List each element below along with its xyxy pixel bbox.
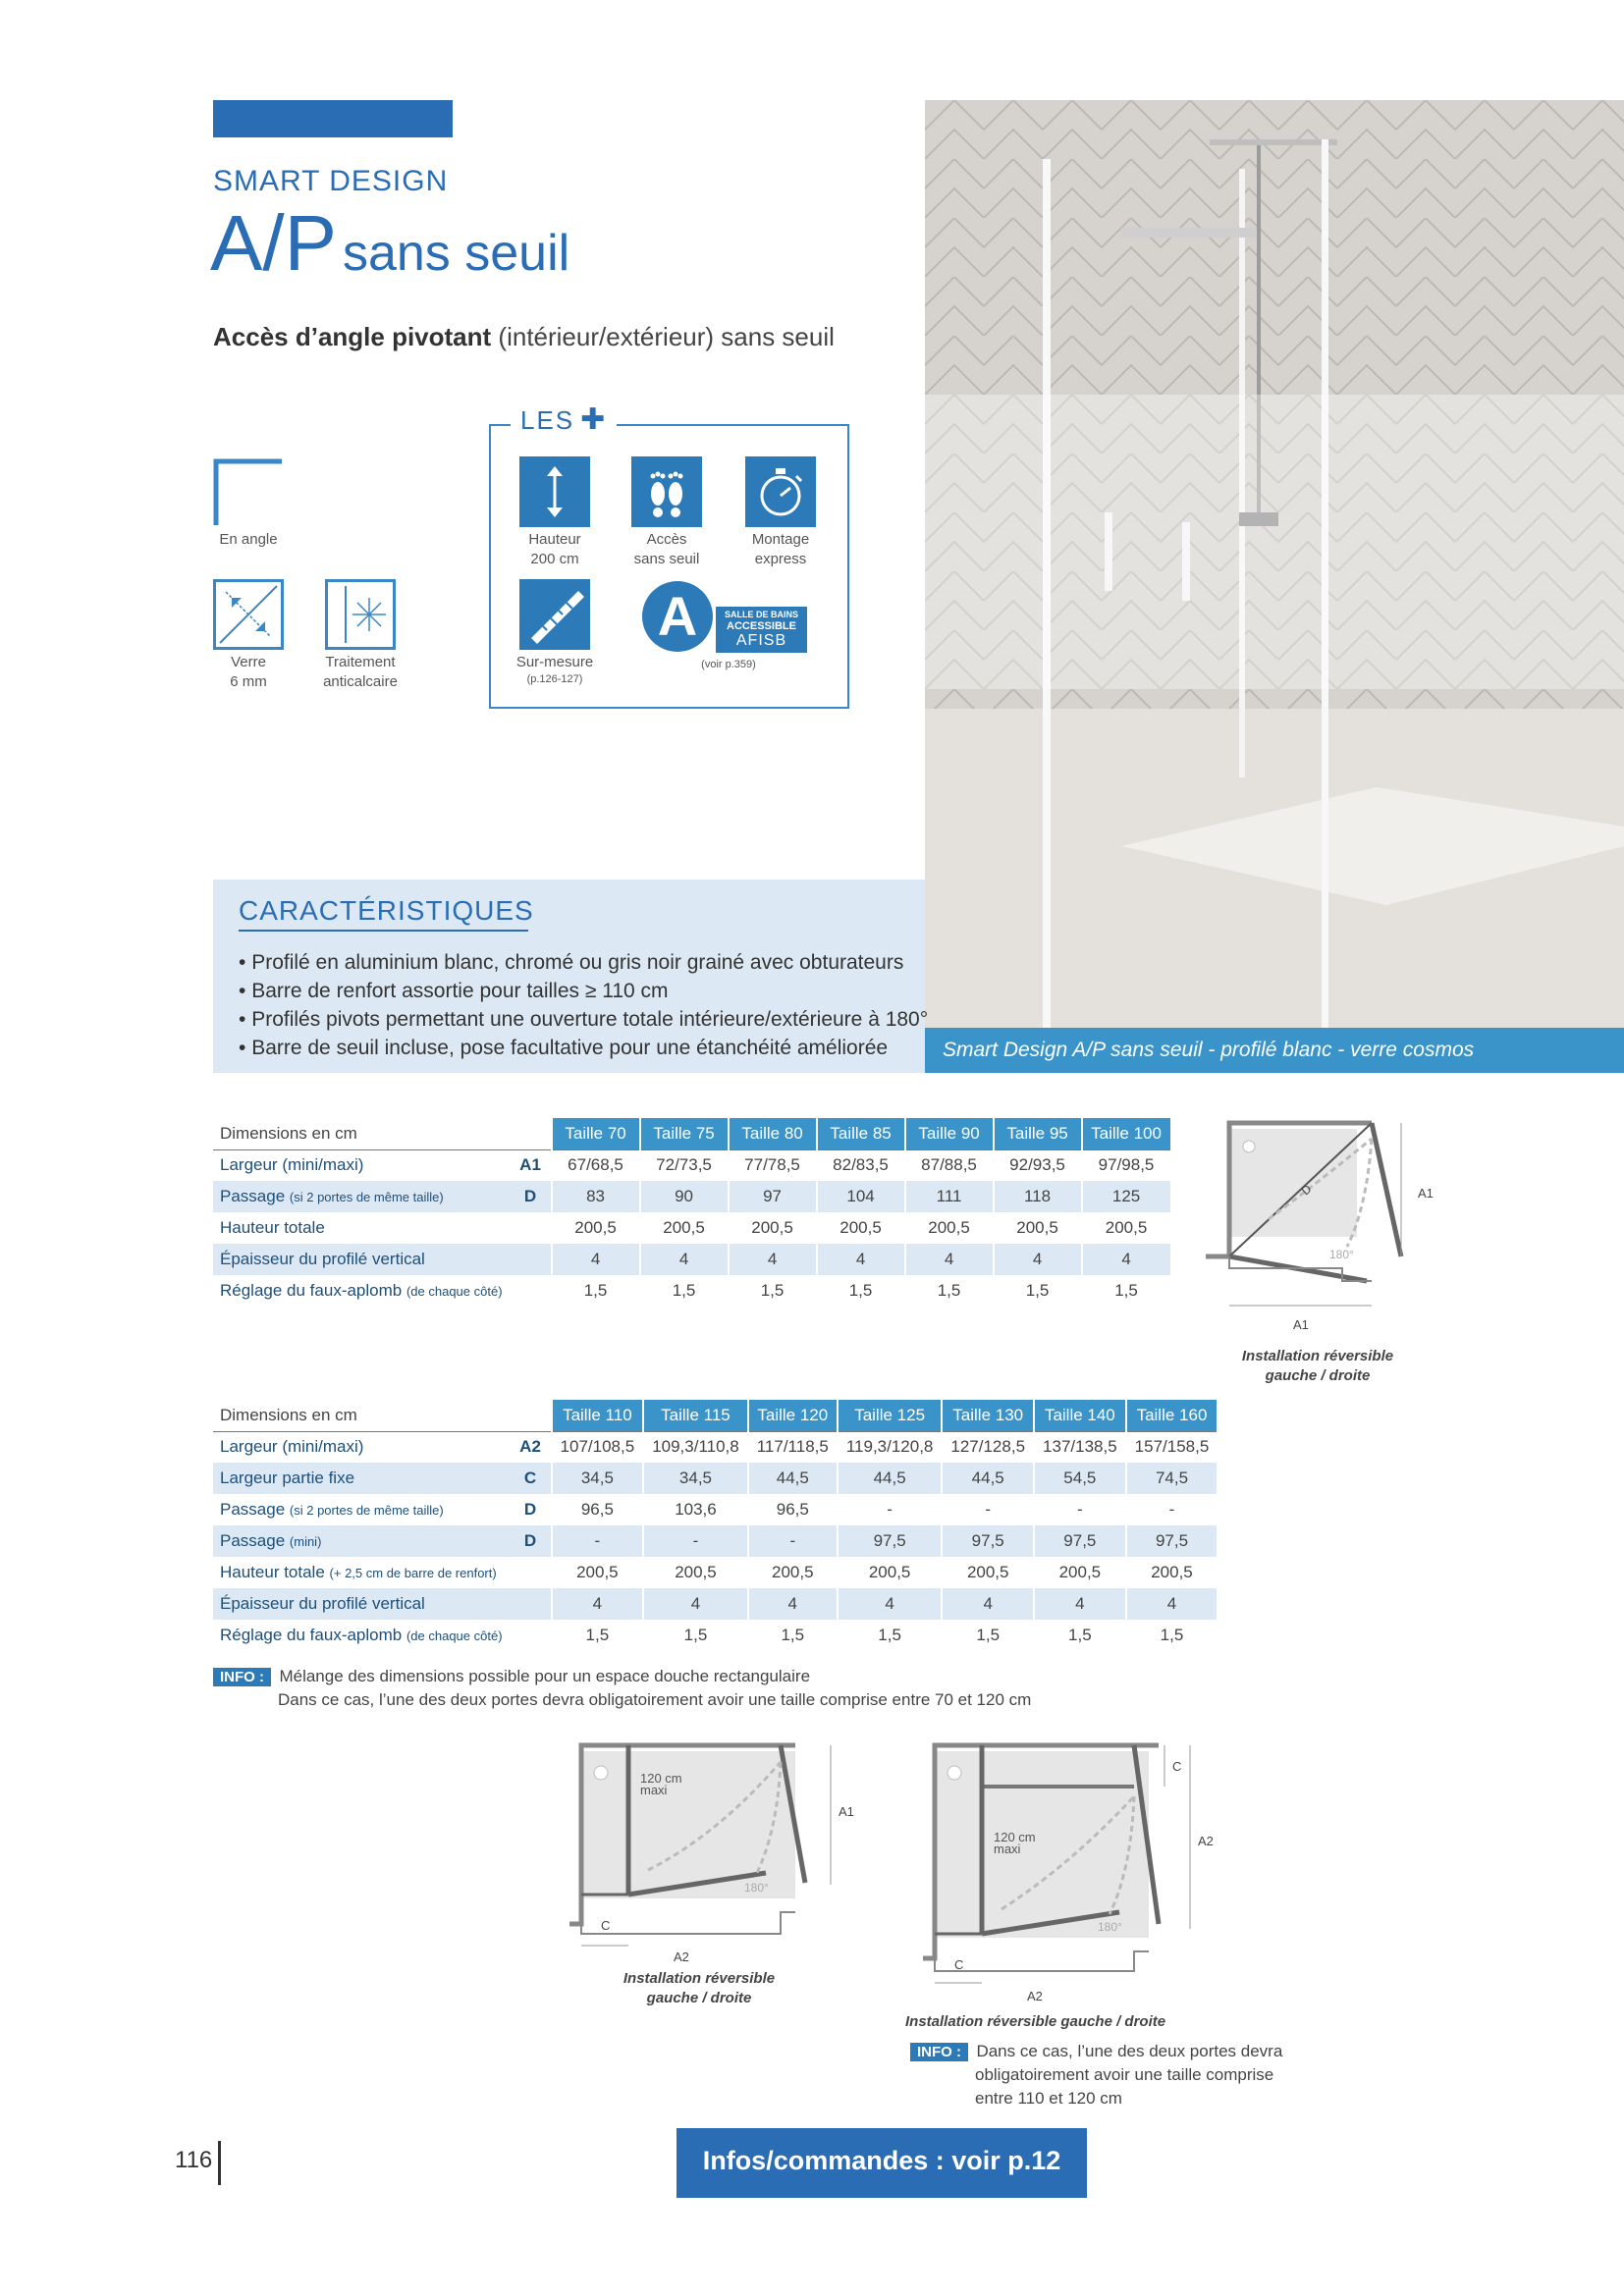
surmesure-line2: (p.126-127) [526, 673, 583, 685]
verre-line1: Verre [231, 654, 266, 670]
cell: 125 [1082, 1181, 1170, 1212]
info-line2: obligatoirement avoir une taille comprise [975, 2065, 1274, 2084]
caracteristiques-title: CARACTÉRISTIQUES [239, 895, 534, 926]
info-line1: Mélange des dimensions possible pour un espace douche rectangulaire [279, 1667, 811, 1685]
diagram3-caption: Installation réversible gauche / droite [905, 2013, 1166, 2030]
info-badge: INFO : [910, 2043, 968, 2061]
info-note-1 [213, 1665, 810, 1688]
row-code: D [511, 1181, 552, 1212]
table-row [213, 1557, 1217, 1588]
traitement-line1: Traitement [325, 654, 396, 670]
cell: 72/73,5 [640, 1149, 729, 1181]
cell: 1,5 [552, 1620, 644, 1651]
cell: 4 [838, 1588, 943, 1620]
cell: 200,5 [817, 1212, 905, 1244]
cell: 4 [905, 1244, 994, 1275]
cell: 1,5 [552, 1275, 640, 1307]
dimensions-table-2 [213, 1400, 1217, 1651]
cell: 4 [1126, 1588, 1218, 1620]
subtitle-rest: (intérieur/extérieur) sans seuil [498, 322, 835, 351]
afisb-ref: (voir p.359) [701, 659, 756, 670]
cell: 4 [640, 1244, 729, 1275]
label-angle: 180° [1329, 1248, 1354, 1261]
diagram2-caption [601, 1969, 797, 2008]
cell: 97,5 [1126, 1525, 1218, 1557]
info-line3: entre 110 et 120 cm [975, 2089, 1122, 2108]
caracteristiques-list [239, 948, 928, 1062]
cell: 118 [994, 1181, 1082, 1212]
afisb-logo-text [716, 607, 807, 653]
carac-item: • Barre de seuil incluse, pose facultative pour une étanchéité améliorée [239, 1034, 928, 1062]
row-code: D [511, 1494, 552, 1525]
cell: - [838, 1494, 943, 1525]
cell: 87/88,5 [905, 1149, 994, 1181]
cell: 200,5 [1034, 1557, 1126, 1588]
label-c: C [601, 1918, 611, 1933]
cell: 200,5 [838, 1557, 943, 1588]
acces-line1: Accès [646, 531, 687, 548]
row-label: Réglage du faux-aplomb (de chaque côté) [220, 1281, 503, 1300]
afisb-line2: ACCESSIBLE [727, 620, 796, 632]
row-code: A1 [511, 1149, 552, 1181]
row-label: Réglage du faux-aplomb (de chaque côté) [220, 1626, 503, 1644]
cell: 111 [905, 1181, 994, 1212]
cell: 96,5 [552, 1494, 644, 1525]
size-header: Taille 110 [552, 1400, 644, 1431]
size-header: Taille 140 [1034, 1400, 1126, 1431]
caracteristiques-underline [239, 930, 528, 932]
page-title [210, 199, 570, 287]
row-label: Épaisseur du profilé vertical [213, 1244, 511, 1275]
cell: 4 [1082, 1244, 1170, 1275]
size-header: Taille 160 [1126, 1400, 1218, 1431]
label-a2: A2 [1027, 1989, 1043, 2003]
cell: - [1034, 1494, 1126, 1525]
feature-label-angle: En angle [219, 531, 278, 548]
info-note-2 [910, 2040, 1282, 2063]
installation-diagram-3 [913, 1737, 1227, 2007]
cell: - [1126, 1494, 1218, 1525]
title-main: A/P [210, 199, 337, 287]
cell: 83 [552, 1181, 640, 1212]
cell: 82/83,5 [817, 1149, 905, 1181]
carac-item: • Barre de renfort assortie pour tailles ≥ 110 cm [239, 977, 928, 1005]
cell: 200,5 [1126, 1557, 1218, 1588]
les-label-hauteur [506, 530, 604, 569]
size-header: Taille 75 [640, 1118, 729, 1149]
cell: 1,5 [994, 1275, 1082, 1307]
page-number: 116 [175, 2147, 213, 2173]
caption-line1: Installation réversible [623, 1970, 776, 1987]
height-icon [519, 456, 590, 527]
cell: - [748, 1525, 838, 1557]
stopwatch-icon [745, 456, 816, 527]
cell: - [643, 1525, 748, 1557]
ruler-icon [519, 579, 590, 650]
cell: 1,5 [643, 1620, 748, 1651]
label-d: D [1298, 1182, 1315, 1199]
cell: 44,5 [748, 1463, 838, 1494]
cell: 97/98,5 [1082, 1149, 1170, 1181]
les-label-surmesure [496, 653, 614, 686]
row-code: D [511, 1525, 552, 1557]
subtitle-bold: Accès d’angle pivotant [213, 322, 492, 351]
cell: 97,5 [838, 1525, 943, 1557]
table-row [213, 1525, 1217, 1557]
row-code [511, 1244, 552, 1275]
row-code: A2 [511, 1431, 552, 1463]
cell: 1,5 [729, 1275, 817, 1307]
table-row [213, 1149, 1170, 1181]
cell: 1,5 [1126, 1620, 1218, 1651]
cell: 1,5 [1034, 1620, 1126, 1651]
cell: 200,5 [748, 1557, 838, 1588]
size-header: Taille 115 [643, 1400, 748, 1431]
table-row [213, 1244, 1170, 1275]
feature-label-traitement [310, 653, 410, 692]
cell: 74,5 [1126, 1463, 1218, 1494]
table2-header: Dimensions en cm [213, 1400, 552, 1431]
plus-icon: ✚ [580, 403, 608, 436]
size-header: Taille 85 [817, 1118, 905, 1149]
cell: 4 [994, 1244, 1082, 1275]
cell: 117/118,5 [748, 1431, 838, 1463]
hauteur-line1: Hauteur [528, 531, 581, 548]
page-subtitle [213, 322, 835, 352]
dimensions-table-1 [213, 1118, 1170, 1307]
cell: 200,5 [552, 1557, 644, 1588]
diagram1-caption [1200, 1347, 1435, 1386]
montage-line1: Montage [751, 531, 810, 548]
acces-line2: sans seuil [633, 551, 700, 567]
glass-icon [213, 579, 284, 650]
installation-diagram-2 [560, 1737, 874, 1963]
caption-line2: gauche / droite [646, 1990, 752, 2006]
size-header: Taille 95 [994, 1118, 1082, 1149]
table-row [213, 1588, 1217, 1620]
label-c-top: C [1172, 1759, 1182, 1774]
row-label: Hauteur totale (+ 2,5 cm de barre de renfort) [220, 1563, 497, 1581]
cell: 4 [552, 1588, 644, 1620]
row-label: Passage (si 2 portes de même taille) [220, 1500, 444, 1519]
info-line2: Dans ce cas, l’une des deux portes devra obligatoirement avoir une taille comprise entre 70 et 120 cm [278, 1690, 1032, 1709]
label-c: C [954, 1957, 964, 1972]
cell: 109,3/110,8 [643, 1431, 748, 1463]
cell: 200,5 [729, 1212, 817, 1244]
verre-line2: 6 mm [230, 673, 267, 690]
footprints-icon [631, 456, 702, 527]
cell: 119,3/120,8 [838, 1431, 943, 1463]
montage-line2: express [754, 551, 807, 567]
cell: 103,6 [643, 1494, 748, 1525]
table-row [213, 1431, 1217, 1463]
cell: 77/78,5 [729, 1149, 817, 1181]
table1-header: Dimensions en cm [213, 1118, 552, 1149]
cell: 200,5 [1082, 1212, 1170, 1244]
cell: 4 [643, 1588, 748, 1620]
infos-commandes-button[interactable]: Infos/commandes : voir p.12 [677, 2128, 1087, 2198]
cell: 137/138,5 [1034, 1431, 1126, 1463]
cell: 200,5 [994, 1212, 1082, 1244]
size-header: Taille 70 [552, 1118, 640, 1149]
info-line1: Dans ce cas, l’une des deux portes devra [976, 2042, 1283, 2060]
row-code [511, 1588, 552, 1620]
carac-item: • Profilé en aluminium blanc, chromé ou gris noir grainé avec obturateurs [239, 948, 928, 977]
cell: 127/128,5 [942, 1431, 1034, 1463]
row-code [511, 1620, 552, 1651]
cell: 4 [942, 1588, 1034, 1620]
photo-caption: Smart Design A/P sans seuil - profilé blanc - verre cosmos [925, 1028, 1624, 1073]
size-header: Taille 90 [905, 1118, 994, 1149]
cell: 90 [640, 1181, 729, 1212]
label-a1-bottom: A1 [1293, 1317, 1309, 1332]
label-a1-right: A1 [1418, 1186, 1434, 1201]
les-plus-title [511, 402, 617, 437]
cell: - [942, 1494, 1034, 1525]
size-header: Taille 80 [729, 1118, 817, 1149]
cell: 1,5 [640, 1275, 729, 1307]
cell: 4 [1034, 1588, 1126, 1620]
label-maxi-2: maxi [994, 1842, 1021, 1856]
les-label-montage [731, 530, 830, 569]
cell: 107/108,5 [552, 1431, 644, 1463]
page-number-bar [218, 2141, 221, 2185]
cell: 104 [817, 1181, 905, 1212]
label-a1: A1 [839, 1804, 854, 1819]
row-code [511, 1557, 552, 1588]
size-header: Taille 130 [942, 1400, 1034, 1431]
cell: 4 [552, 1244, 640, 1275]
caption-line2: gauche / droite [1265, 1367, 1371, 1384]
caption-line1: Installation réversible [1241, 1348, 1394, 1364]
table-row [213, 1620, 1217, 1651]
row-code [511, 1275, 552, 1307]
table-row [213, 1212, 1170, 1244]
afisb-line3: AFISB [735, 632, 787, 649]
brand-line: SMART DESIGN [213, 165, 449, 197]
label-a2: A2 [674, 1949, 689, 1963]
les-label-acces [618, 530, 716, 569]
cell: 96,5 [748, 1494, 838, 1525]
afisb-line1: SALLE DE BAINS [724, 610, 798, 619]
label-maxi-2: maxi [640, 1783, 668, 1797]
size-header: Taille 120 [748, 1400, 838, 1431]
feature-label-verre [206, 653, 291, 692]
product-photo [925, 100, 1624, 1072]
row-label: Largeur (mini/maxi) [213, 1431, 511, 1463]
info-badge: INFO : [213, 1668, 271, 1686]
row-code [511, 1212, 552, 1244]
row-label: Passage (si 2 portes de même taille) [213, 1181, 511, 1212]
carac-item: • Profilés pivots permettant une ouverture totale intérieure/extérieure à 180° [239, 1005, 928, 1034]
cell: 200,5 [905, 1212, 994, 1244]
size-header: Taille 125 [838, 1400, 943, 1431]
cell: 97,5 [1034, 1525, 1126, 1557]
row-label: Hauteur totale [220, 1218, 325, 1237]
label-maxi-1: 120 cm [640, 1771, 682, 1786]
cell: 1,5 [905, 1275, 994, 1307]
cell: 97,5 [942, 1525, 1034, 1557]
row-label: Passage (mini) [213, 1525, 511, 1557]
top-accent-bar [213, 100, 453, 137]
anticalc-icon [325, 579, 396, 650]
size-header: Taille 100 [1082, 1118, 1170, 1149]
table-row [213, 1463, 1217, 1494]
cell: 67/68,5 [552, 1149, 640, 1181]
cell: 1,5 [748, 1620, 838, 1651]
corner-icon [213, 456, 284, 527]
cell: 4 [817, 1244, 905, 1275]
cell: 1,5 [1082, 1275, 1170, 1307]
table-row [213, 1275, 1170, 1307]
cell: 44,5 [942, 1463, 1034, 1494]
surmesure-line1: Sur-mesure [515, 654, 594, 670]
row-label: Épaisseur du profilé vertical [213, 1588, 511, 1620]
label-angle: 180° [744, 1881, 769, 1895]
cell: 4 [729, 1244, 817, 1275]
title-suffix: sans seuil [342, 225, 570, 282]
cell: 200,5 [942, 1557, 1034, 1588]
cell: 200,5 [643, 1557, 748, 1588]
cell: 92/93,5 [994, 1149, 1082, 1181]
cell: 200,5 [640, 1212, 729, 1244]
label-maxi-1: 120 cm [994, 1830, 1036, 1844]
cell: 157/158,5 [1126, 1431, 1218, 1463]
cell: 97 [729, 1181, 817, 1212]
cell: - [552, 1525, 644, 1557]
label-angle: 180° [1098, 1920, 1122, 1934]
row-label: Largeur partie fixe [213, 1463, 511, 1494]
cell: 54,5 [1034, 1463, 1126, 1494]
cell: 1,5 [817, 1275, 905, 1307]
cell: 44,5 [838, 1463, 943, 1494]
cell: 34,5 [552, 1463, 644, 1494]
table-row [213, 1181, 1170, 1212]
cell: 200,5 [552, 1212, 640, 1244]
cell: 1,5 [942, 1620, 1034, 1651]
cell: 34,5 [643, 1463, 748, 1494]
table-row [213, 1494, 1217, 1525]
afisb-logo-icon: A [642, 581, 713, 652]
cell: 4 [748, 1588, 838, 1620]
les-text: LES [520, 405, 575, 435]
hauteur-line2: 200 cm [530, 551, 579, 567]
label-a2-right: A2 [1198, 1834, 1214, 1848]
row-code: C [511, 1463, 552, 1494]
traitement-line2: anticalcaire [323, 673, 398, 690]
cell: 1,5 [838, 1620, 943, 1651]
installation-diagram-1 [1200, 1109, 1455, 1345]
row-label: Largeur (mini/maxi) [213, 1149, 511, 1181]
